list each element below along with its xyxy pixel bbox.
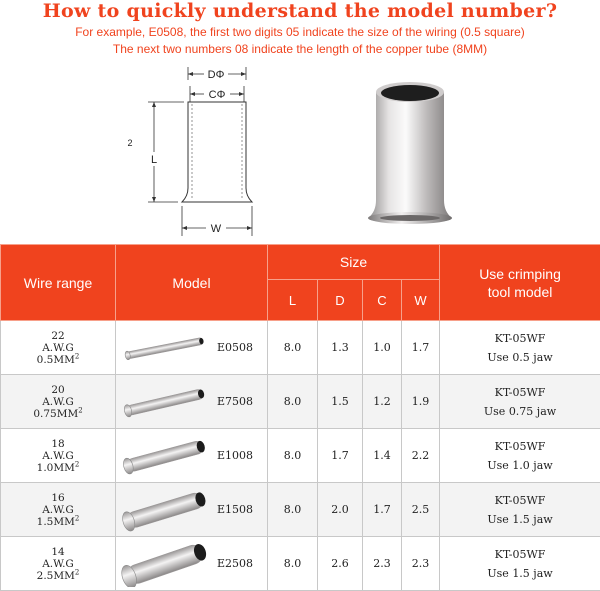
wire-mm bbox=[1, 570, 115, 582]
ferrule-thumbnail bbox=[120, 540, 212, 587]
size-d-cell: 1.7 bbox=[318, 429, 363, 483]
wire-gauge: 14 bbox=[1, 546, 115, 558]
tool-model: KT-05WF bbox=[495, 332, 546, 345]
table-row bbox=[1, 483, 600, 537]
example-line-2: The next two numbers 08 indicate the length of the copper tube (8MM) bbox=[0, 42, 600, 57]
l-dimension-label: L bbox=[151, 154, 157, 166]
ferrule-thumbnail bbox=[120, 324, 212, 371]
header-tool-line-2: tool model bbox=[488, 284, 553, 300]
wire-mm bbox=[1, 354, 115, 366]
tool-model: KT-05WF bbox=[495, 548, 546, 561]
crimping-tool-cell bbox=[440, 429, 600, 483]
wire-range-cell bbox=[1, 483, 116, 537]
size-c-cell: 1.4 bbox=[363, 429, 402, 483]
ferrule-thumbnail bbox=[120, 432, 212, 479]
wire-gauge: 16 bbox=[1, 492, 115, 504]
size-c-cell: 2.3 bbox=[363, 537, 402, 591]
crimping-tool-cell bbox=[440, 537, 600, 591]
tool-jaw: Use 1.5 jaw bbox=[487, 567, 552, 580]
table-row bbox=[1, 321, 600, 375]
crimping-tool-cell bbox=[440, 321, 600, 375]
model-cell bbox=[116, 429, 268, 483]
wire-mm-square: 2 bbox=[75, 568, 79, 576]
example-line-1: For example, E0508, the first two digits 05 indicate the size of the wiring (0.5 square) bbox=[0, 25, 600, 40]
size-d-cell: 2.6 bbox=[318, 537, 363, 591]
header-tool-line-1: Use crimping bbox=[479, 266, 561, 282]
tool-jaw: Use 0.5 jaw bbox=[487, 351, 552, 364]
model-cell bbox=[116, 537, 268, 591]
header-d: D bbox=[318, 280, 363, 321]
size-l-cell: 8.0 bbox=[268, 321, 318, 375]
wire-mm-value: 1.0MM bbox=[37, 462, 75, 474]
wire-mm-value: 0.5MM bbox=[37, 354, 75, 366]
header-c: C bbox=[363, 280, 402, 321]
wire-mm-square: 2 bbox=[75, 460, 79, 468]
header-model: Model bbox=[116, 245, 268, 321]
model-number: E1508 bbox=[217, 483, 253, 536]
wire-mm-value: 0.75MM bbox=[33, 408, 78, 420]
wire-range-cell bbox=[1, 321, 116, 375]
spec-table bbox=[0, 244, 600, 591]
model-number: E7508 bbox=[217, 375, 253, 428]
size-d-cell: 1.3 bbox=[318, 321, 363, 375]
ferrule-thumbnail bbox=[120, 486, 212, 533]
wire-mm bbox=[1, 408, 115, 420]
model-cell bbox=[116, 375, 268, 429]
tool-model: KT-05WF bbox=[495, 440, 546, 453]
wire-gauge: 22 bbox=[1, 330, 115, 342]
wire-awg: A.W.G bbox=[1, 558, 115, 570]
w-dimension-label: W bbox=[211, 223, 222, 235]
ferrule-thumbnail bbox=[120, 378, 212, 425]
ferrule-dimension-diagram bbox=[118, 64, 268, 239]
table-row bbox=[1, 375, 600, 429]
size-c-cell: 1.2 bbox=[363, 375, 402, 429]
size-d-cell: 2.0 bbox=[318, 483, 363, 537]
header-wire-range: Wire range bbox=[1, 245, 116, 321]
header-tool bbox=[440, 245, 600, 321]
wire-range-cell bbox=[1, 375, 116, 429]
size-w-cell: 1.7 bbox=[402, 321, 440, 375]
size-w-cell: 2.2 bbox=[402, 429, 440, 483]
size-w-cell: 1.9 bbox=[402, 375, 440, 429]
c-dimension-label: CΦ bbox=[209, 89, 226, 101]
crimping-tool-cell bbox=[440, 483, 600, 537]
model-number: E2508 bbox=[217, 537, 253, 590]
table-row bbox=[1, 429, 600, 483]
wire-awg: A.W.G bbox=[1, 450, 115, 462]
wire-mm-square: 2 bbox=[75, 352, 79, 360]
tool-jaw: Use 1.5 jaw bbox=[487, 513, 552, 526]
model-number: E1008 bbox=[217, 429, 253, 482]
size-l-cell: 8.0 bbox=[268, 429, 318, 483]
ferrule-photo bbox=[360, 72, 460, 232]
wire-mm-square: 2 bbox=[75, 514, 79, 522]
tool-jaw: Use 1.0 jaw bbox=[487, 459, 552, 472]
header-size: Size bbox=[268, 245, 440, 280]
wire-awg: A.W.G bbox=[1, 342, 115, 354]
size-l-cell: 8.0 bbox=[268, 483, 318, 537]
wire-mm-square: 2 bbox=[78, 406, 82, 414]
tool-model: KT-05WF bbox=[495, 494, 546, 507]
wire-awg: A.W.G bbox=[1, 504, 115, 516]
wire-mm bbox=[1, 462, 115, 474]
wire-gauge: 18 bbox=[1, 438, 115, 450]
size-w-cell: 2.5 bbox=[402, 483, 440, 537]
tool-jaw: Use 0.75 jaw bbox=[484, 405, 556, 418]
wire-mm-value: 1.5MM bbox=[37, 516, 75, 528]
size-d-cell: 1.5 bbox=[318, 375, 363, 429]
size-c-cell: 1.0 bbox=[363, 321, 402, 375]
header-l: L bbox=[268, 280, 318, 321]
wire-mm bbox=[1, 516, 115, 528]
page-title: How to quickly understand the model number? bbox=[0, 0, 600, 22]
size-l-cell: 8.0 bbox=[268, 537, 318, 591]
header-w: W bbox=[402, 280, 440, 321]
wire-gauge: 20 bbox=[1, 384, 115, 396]
model-cell bbox=[116, 321, 268, 375]
table-row bbox=[1, 537, 600, 591]
side-mark: 2 bbox=[127, 138, 132, 148]
d-dimension-label: DΦ bbox=[208, 69, 225, 81]
wire-mm-value: 2.5MM bbox=[37, 570, 75, 582]
model-number: E0508 bbox=[217, 321, 253, 374]
tool-model: KT-05WF bbox=[495, 386, 546, 399]
size-c-cell: 1.7 bbox=[363, 483, 402, 537]
wire-range-cell bbox=[1, 429, 116, 483]
wire-range-cell bbox=[1, 537, 116, 591]
size-w-cell: 2.3 bbox=[402, 537, 440, 591]
size-l-cell: 8.0 bbox=[268, 375, 318, 429]
crimping-tool-cell bbox=[440, 375, 600, 429]
wire-awg: A.W.G bbox=[1, 396, 115, 408]
model-cell bbox=[116, 483, 268, 537]
